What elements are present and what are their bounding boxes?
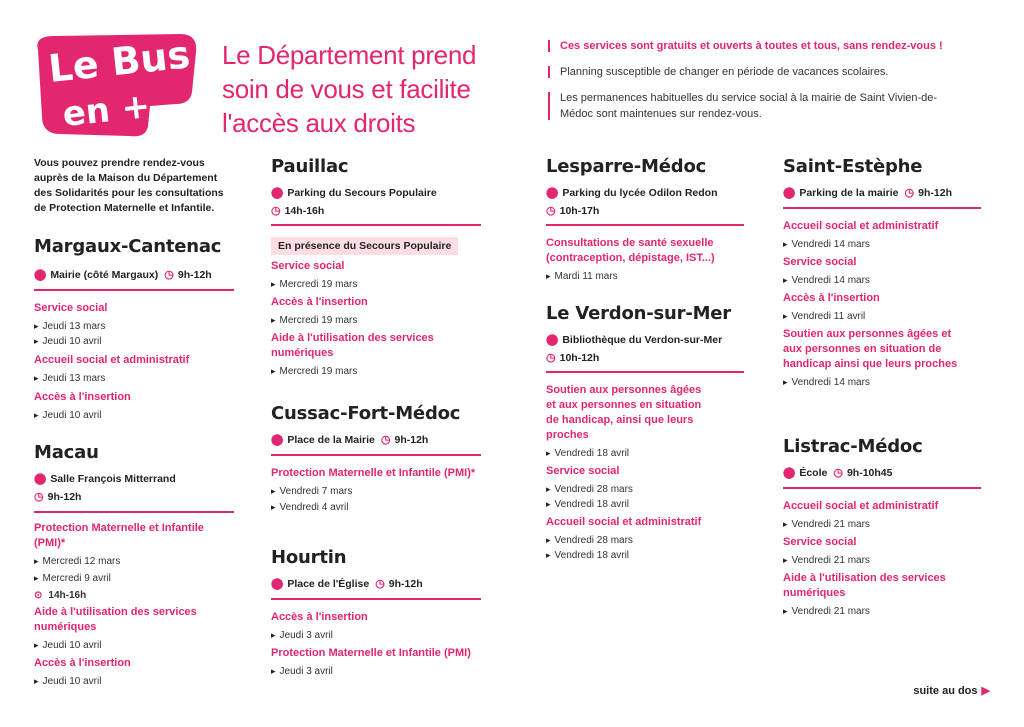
place-label: Salle François Mitterrand <box>50 473 176 485</box>
town-name: Lesparre-Médoc <box>546 156 707 177</box>
map-pin-icon: ⬤ <box>271 434 284 446</box>
location-meta <box>783 465 981 481</box>
service-title: Protection Maternelle et Infantile (PMI)* <box>34 522 204 549</box>
hours-label: 9h-12h <box>918 187 952 199</box>
location-margaux <box>34 236 234 423</box>
town-name: Saint-Estèphe <box>783 156 923 177</box>
service-date: ▸ Vendredi 28 mars <box>546 533 744 548</box>
divider <box>271 224 481 226</box>
divider <box>271 454 481 456</box>
service-date: ▸ Jeudi 13 mars <box>34 371 234 386</box>
location-meta <box>546 185 744 219</box>
intro-text: Vous pouvez prendre rendez-vous auprès de la Maison du Département des Solidarités pour les consultations de Protection Maternelle et Infantile. <box>34 157 224 214</box>
divider <box>546 371 744 373</box>
service-title: Accès à l'insertion <box>34 391 131 403</box>
service-title: Soutien aux personnes âgées et aux personnes en situation de handicap ainsi que leurs proches <box>783 328 958 370</box>
hours-label: 9h-12h <box>177 269 212 281</box>
service-title: Accès à l'insertion <box>783 292 880 304</box>
place-label: Parking de la mairie <box>799 187 899 199</box>
service-date: ▸ Vendredi 14 mars <box>783 237 981 252</box>
headline-line: l'accès aux droits <box>222 108 416 138</box>
location-estephe <box>783 156 981 390</box>
clock-icon: ◷ <box>546 205 556 217</box>
hours-label: 9h-12h <box>388 578 423 590</box>
place-label: Bibliothèque du Verdon-sur-Mer <box>562 334 723 346</box>
service-date: ▸ Jeudi 3 avril <box>271 628 481 643</box>
service-title: Service social <box>34 302 108 314</box>
town-name: Pauillac <box>271 156 349 177</box>
clock-icon: ◷ <box>546 352 556 364</box>
service-title: Consultations de santé sexuelle (contraception, dépistage, IST...) <box>546 237 715 264</box>
place-label: École <box>799 467 828 479</box>
service-date: ▸ Vendredi 21 mars <box>783 604 981 619</box>
service-date: ▸ Vendredi 18 avril <box>546 446 744 461</box>
clock-icon: ◷ <box>164 269 174 281</box>
place-label: Parking du lycée Odilon Redon <box>562 187 718 199</box>
service-date: ▸ Mercredi 12 mars <box>34 554 234 569</box>
service-date: ▸ Vendredi 28 mars <box>546 482 744 497</box>
service-date: ▸ Vendredi 7 mars <box>271 484 481 499</box>
hours-label: 9h-12h <box>394 434 429 446</box>
town-name: Margaux-Cantenac <box>34 236 222 257</box>
hours-label: 9h-10h45 <box>846 467 893 479</box>
location-meta <box>34 471 234 505</box>
service-title: Accueil social et administratif <box>34 354 190 366</box>
headline-line: Le Département prend <box>222 40 477 70</box>
hours-label: 14h-16h <box>284 205 325 217</box>
service-date: ▸ Mardi 11 mars <box>546 269 744 284</box>
logo-line1: Le Bus <box>46 32 193 91</box>
town-name: Hourtin <box>271 547 347 568</box>
service-date: ▸ Jeudi 13 mars <box>34 319 234 334</box>
logo-graphic <box>30 30 200 140</box>
service-date: ▸ Jeudi 3 avril <box>271 664 481 679</box>
service-title: Service social <box>783 536 857 548</box>
service-title: Aide à l'utilisation des services numériques <box>783 572 946 599</box>
service-date: ▸ Vendredi 21 mars <box>783 517 981 532</box>
service-date: ▸ Mercredi 19 mars <box>271 277 481 292</box>
service-date: ▸ Vendredi 14 mars <box>783 375 981 390</box>
planning-note: Planning susceptible de changer en période de vacances scolaires. <box>548 64 968 80</box>
service-title: Accès à l'insertion <box>34 657 131 669</box>
service-date: ▸ Mercredi 19 mars <box>271 313 481 328</box>
location-meta <box>546 332 744 366</box>
location-macau <box>34 442 234 689</box>
map-pin-icon: ⬤ <box>34 269 47 281</box>
service-title: Protection Maternelle et Infantile (PMI)* <box>271 467 476 479</box>
service-title: Accueil social et administratif <box>546 516 702 528</box>
location-meta <box>271 185 481 219</box>
location-cussac <box>271 403 481 515</box>
service-title: Aide à l'utilisation des services numériques <box>271 332 434 359</box>
service-date: ▸ Mercredi 19 mars <box>271 364 481 379</box>
hours-label: 10h-17h <box>559 205 600 217</box>
map-pin-icon: ⬤ <box>271 187 284 199</box>
page-headline <box>222 38 512 140</box>
town-name: Le Verdon-sur-Mer <box>546 303 731 324</box>
bus-logo <box>30 30 200 140</box>
service-title: Accueil social et administratif <box>783 500 939 512</box>
map-pin-icon: ⬤ <box>546 187 559 199</box>
location-pauillac <box>271 156 481 379</box>
clock-icon: ◷ <box>375 578 385 590</box>
location-meta <box>271 432 481 448</box>
map-pin-icon: ⬤ <box>34 473 47 485</box>
service-date: ▸ Jeudi 10 avril <box>34 674 234 689</box>
service-date: ▸ Vendredi 14 mars <box>783 273 981 288</box>
location-listrac <box>783 436 981 619</box>
continue-label: suite au dos <box>913 685 978 697</box>
service-title: Service social <box>546 465 620 477</box>
service-date: ▸ Vendredi 11 avril <box>783 309 981 324</box>
service-title: Service social <box>271 260 345 272</box>
clock-icon: ◷ <box>271 205 281 217</box>
headline-line: soin de vous et facilite <box>222 74 471 104</box>
service-title: Soutien aux personnes âgées et aux personnes en situation de handicap, ainsi que leurs proches <box>546 384 702 441</box>
place-label: Place de la Mairie <box>287 434 375 446</box>
service-date: ▸ Jeudi 10 avril <box>34 334 234 349</box>
place-label: Mairie (côté Margaux) <box>50 269 159 281</box>
hours-label: 10h-12h <box>559 352 600 364</box>
service-title: Service social <box>783 256 857 268</box>
service-date: ▸ Jeudi 10 avril <box>34 638 234 653</box>
divider <box>271 598 481 600</box>
town-name: Listrac-Médoc <box>783 436 923 457</box>
clock-icon: ◷ <box>833 467 843 479</box>
place-label: Parking du Secours Populaire <box>287 187 437 199</box>
place-label: Place de l'Église <box>287 578 370 590</box>
service-title: Protection Maternelle et Infantile (PMI) <box>271 647 471 659</box>
clock-icon: ◷ <box>904 187 915 199</box>
map-pin-icon: ⬤ <box>546 334 559 346</box>
free-services-note: Ces services sont gratuits et ouverts à toutes et tous, sans rendez-vous ! <box>548 38 968 54</box>
divider <box>546 224 744 226</box>
map-pin-icon: ⬤ <box>783 187 796 199</box>
continue-link[interactable] <box>913 684 990 697</box>
divider <box>34 289 234 291</box>
service-title: Accès à l'insertion <box>271 296 368 308</box>
extra-hours: ⊙ 14h-16h <box>34 589 234 603</box>
map-pin-icon: ⬤ <box>271 578 284 590</box>
divider <box>783 487 981 489</box>
service-date: ▸ Vendredi 18 avril <box>546 548 744 563</box>
service-title: Aide à l'utilisation des services numériques <box>34 606 197 633</box>
service-date: ▸ Mercredi 9 avril <box>34 571 234 586</box>
column-1 <box>34 156 234 219</box>
service-date: ▸ Vendredi 18 avril <box>546 497 744 512</box>
location-verdon <box>546 303 744 563</box>
arrow-right-icon: ▶ <box>981 685 990 697</box>
permanences-note: Les permanences habituelles du service social à la mairie de Saint Vivien-de-Médoc sont maintenues sur rendez-vous. <box>548 90 968 122</box>
clock-icon: ◷ <box>380 434 391 446</box>
service-title: Accueil social et administratif <box>783 220 939 232</box>
divider <box>783 207 981 209</box>
town-name: Cussac-Fort-Médoc <box>271 403 461 424</box>
map-pin-icon: ⬤ <box>783 467 796 479</box>
location-meta <box>783 185 981 201</box>
location-lesparre <box>546 156 744 284</box>
location-meta <box>271 576 481 592</box>
partner-banner: En présence du Secours Populaire <box>271 237 458 255</box>
location-hourtin <box>271 547 481 679</box>
divider <box>34 511 234 513</box>
service-date: ▸ Vendredi 21 mars <box>783 553 981 568</box>
notes-panel <box>548 38 968 132</box>
service-title: Accès à l'insertion <box>271 611 368 623</box>
service-date: ▸ Jeudi 10 avril <box>34 408 234 423</box>
logo-line2: en + <box>60 86 153 135</box>
hours-label: 9h-12h <box>47 491 82 503</box>
service-date: ▸ Vendredi 4 avril <box>271 500 481 515</box>
location-meta <box>34 267 234 283</box>
town-name: Macau <box>34 442 99 463</box>
clock-icon: ◷ <box>34 491 44 503</box>
